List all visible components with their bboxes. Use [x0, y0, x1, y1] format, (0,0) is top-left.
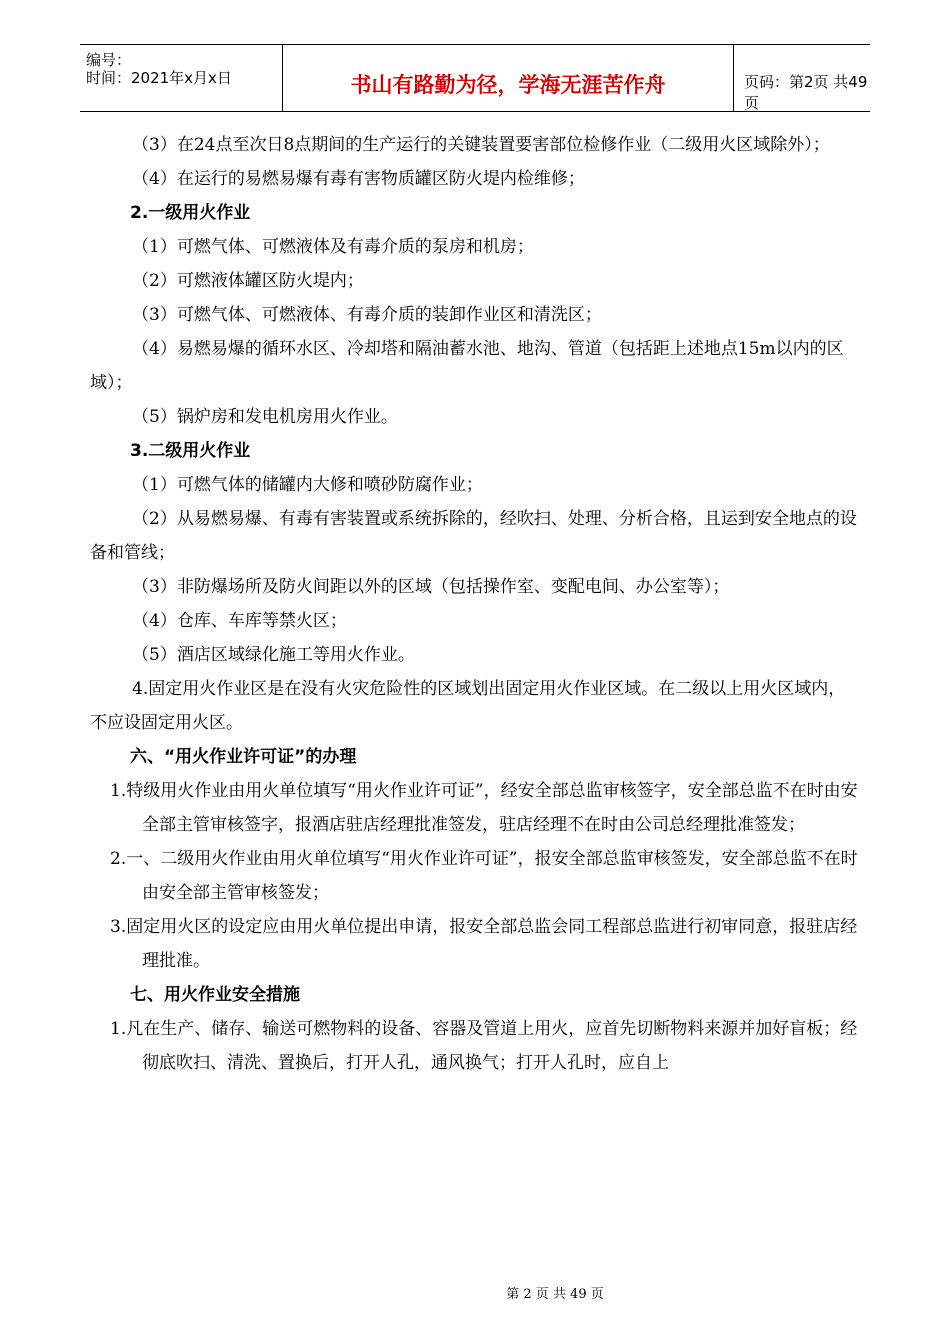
paragraph: 1.凡在生产、储存、输送可燃物料的设备、容器及管道上用火，应首先切断物料来源并加好盲板；经彻底吹扫、清洗、置换后，打开人孔，通风换气；打开人孔时，应自上 — [110, 1019, 858, 1073]
paragraph: （4）在运行的易燃易爆有毒有害物质罐区防火堤内检维修； — [132, 169, 585, 189]
subheading: 3.二级用火作业 — [130, 441, 251, 461]
paragraph: （4）仓库、车库等禁火区； — [132, 611, 347, 631]
subheading: 2.一级用火作业 — [130, 203, 251, 223]
paragraph: 4.固定用火作业区是在没有火灾危险性的区域划出固定用火作业区域。在二级以上用火区域内，不应设固定用火区。 — [90, 679, 846, 733]
section-heading: 七、用火作业安全措施 — [130, 985, 300, 1005]
document-body — [90, 128, 862, 1080]
paragraph: （2）可燃液体罐区防火堤内； — [132, 271, 364, 291]
header-meta — [80, 45, 282, 111]
section-heading: 六、“用火作业许可证”的办理 — [130, 747, 357, 767]
paragraph: （2）从易燃易爆、有毒有害装置或系统拆除的，经吹扫、处理、分析合格，且运到安全地点的设备和管线； — [90, 509, 857, 563]
paragraph: （3）在24点至次日8点期间的生产运行的关键装置要害部位检修作业（二级用火区域除外）； — [132, 135, 830, 155]
document-date: 时间：2021年x月x日 — [86, 69, 232, 87]
paragraph: （1）可燃气体的储罐内大修和喷砂防腐作业； — [132, 475, 483, 495]
page-footer: 第 2 页 共 49 页 — [506, 1287, 604, 1302]
paragraph: （5）酒店区域绿化施工等用火作业。 — [132, 645, 415, 665]
paragraph: （3）可燃气体、可燃液体、有毒介质的装卸作业区和清洗区； — [132, 305, 602, 325]
paragraph: （1）可燃气体、可燃液体及有毒介质的泵房和机房； — [132, 237, 534, 257]
paragraph: 3.固定用火区的设定应由用火单位提出申请，报安全部总监会同工程部总监进行初审同意，报驻店经理批准。 — [110, 917, 858, 971]
paragraph: （4）易燃易爆的循环水区、冷却塔和隔油蓄水池、地沟、管道（包括距上述地点15m以内的区域）； — [90, 339, 844, 393]
header-motto: 书山有路勤为径，学海无涯苦作舟 — [282, 45, 734, 111]
document-number: 编号： — [86, 51, 132, 69]
paragraph: 1.特级用火作业由用火单位填写“用火作业许可证”，经安全部总监审核签字，安全部总监不在时由安全部主管审核签字，报酒店驻店经理批准签发，驻店经理不在时由公司总经理批准签发； — [110, 781, 858, 835]
paragraph: （5）锅炉房和发电机房用火作业。 — [132, 407, 398, 427]
paragraph: 2.一、二级用火作业由用火单位填写“用火作业许可证”，报安全部总监审核签发，安全部总监不在时由安全部主管审核签发； — [110, 849, 858, 903]
page-header — [80, 44, 870, 112]
paragraph: （3）非防爆场所及防火间距以外的区域（包括操作室、变配电间、办公室等）； — [132, 577, 730, 597]
header-page-number: 页码：第2页 共49页 — [744, 73, 868, 112]
